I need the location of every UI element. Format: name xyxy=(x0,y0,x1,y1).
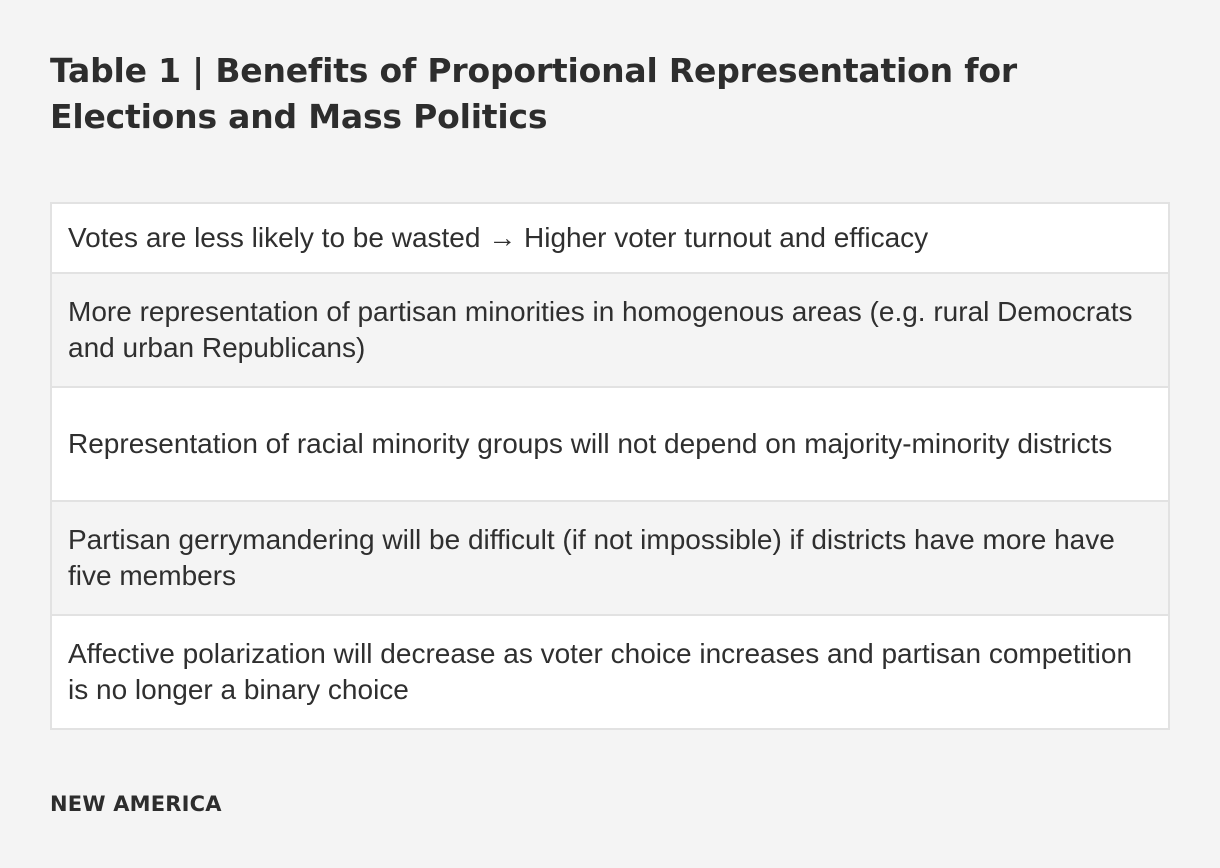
benefits-table xyxy=(50,202,1170,730)
table-cell: Representation of racial minority groups will not depend on majority-minority districts xyxy=(51,387,1169,501)
table-row xyxy=(51,203,1169,273)
table-cell: More representation of partisan minorities in homogenous areas (e.g. rural Democrats and urban Republicans) xyxy=(51,273,1169,387)
table-row xyxy=(51,615,1169,729)
table-cell: Votes are less likely to be wasted → Higher voter turnout and efficacy xyxy=(51,203,1169,273)
page-title: Table 1 | Benefits of Proportional Representation for Elections and Mass Politics xyxy=(50,51,1017,136)
table-cell: Affective polarization will decrease as voter choice increases and partisan competition is no longer a binary choice xyxy=(51,615,1169,729)
source-label: NEW AMERICA xyxy=(50,792,222,816)
table-row xyxy=(51,387,1169,501)
table-row xyxy=(51,501,1169,615)
table-cell: Partisan gerrymandering will be difficult (if not impossible) if districts have more have five members xyxy=(51,501,1169,615)
table-row xyxy=(51,273,1169,387)
